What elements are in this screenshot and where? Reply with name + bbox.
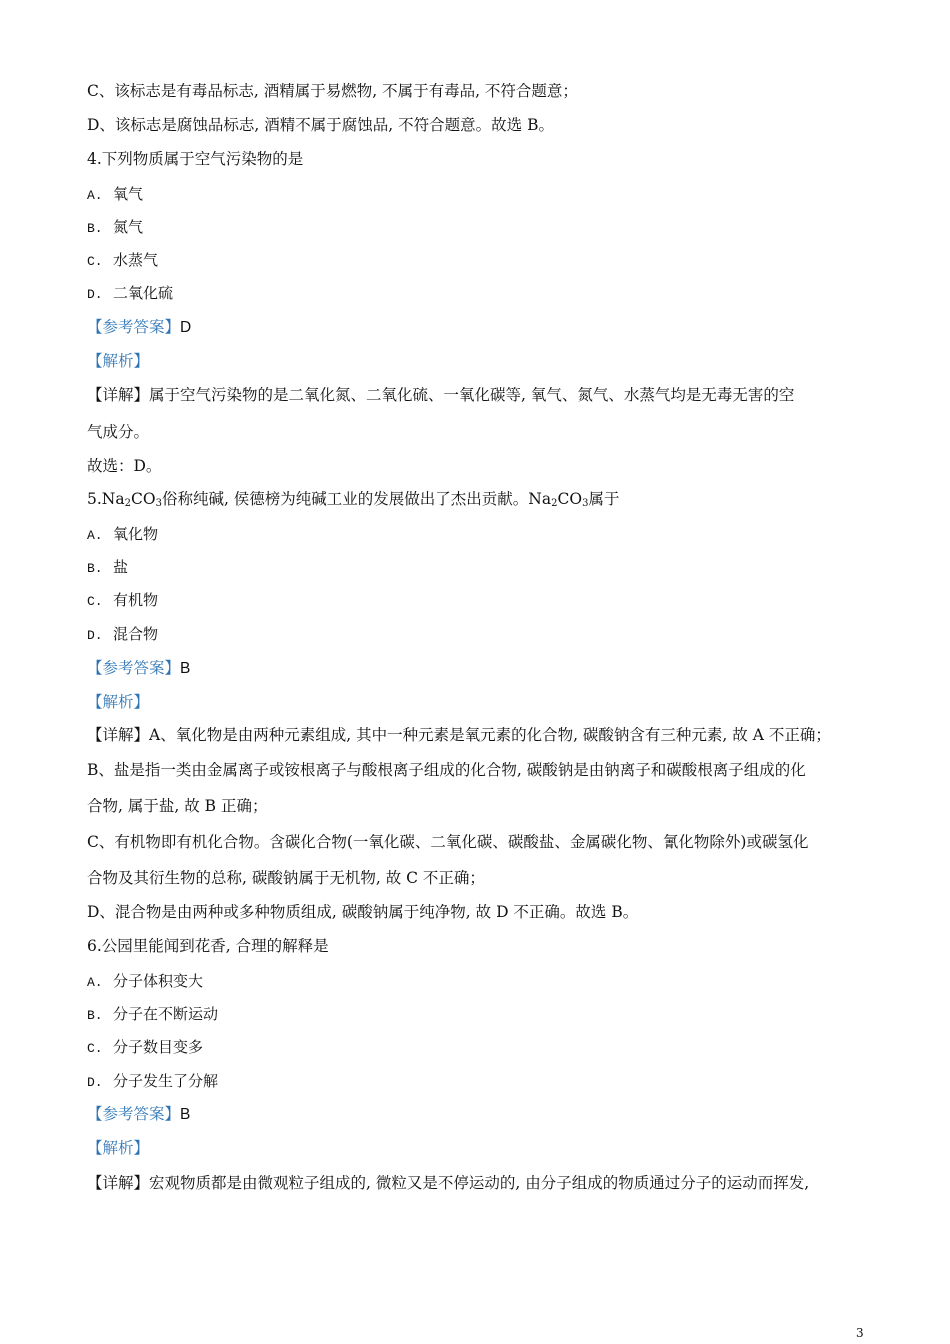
analysis-tag: 【解析】 xyxy=(87,693,150,711)
question-text: 俗称纯碱, 侯德榜为纯碱工业的发展做出了杰出贡献。 xyxy=(161,490,529,508)
option-b xyxy=(87,217,143,239)
option-text: 分子发生了分解 xyxy=(113,1072,219,1090)
option-text: 分子在不断运动 xyxy=(113,1005,219,1023)
question-text: 下列物质属于空气污染物的是 xyxy=(101,150,304,168)
option-c xyxy=(87,1037,203,1059)
detail-text: A、氧化物是由两种元素组成, 其中一种元素是氧元素的化合物, 碳酸钠含有三种元素, 故 A 不正确； xyxy=(149,726,831,744)
formula-subscript: 3 xyxy=(582,498,589,509)
option-text: 分子数目变多 xyxy=(113,1038,204,1056)
detail-tag: 【详解】 xyxy=(87,726,150,744)
option-c xyxy=(87,250,158,272)
formula-part: CO xyxy=(557,490,583,508)
formula-subscript: 2 xyxy=(124,498,131,509)
formula-subscript: 2 xyxy=(551,498,558,509)
option-d xyxy=(87,1071,218,1093)
question-4-stem xyxy=(87,149,303,169)
option-label: D. xyxy=(87,628,103,643)
detail-line xyxy=(87,385,794,405)
page-number: 3 xyxy=(856,1326,864,1340)
option-text: 二氧化硫 xyxy=(113,284,174,302)
answer-line xyxy=(87,658,190,679)
option-b xyxy=(87,557,128,579)
option-text: 分子体积变大 xyxy=(113,972,204,990)
option-b xyxy=(87,1004,218,1026)
formula-part: CO xyxy=(130,490,156,508)
option-text: 氮气 xyxy=(113,218,144,236)
formula-part: Na xyxy=(528,490,552,508)
answer-value: D xyxy=(180,319,192,336)
option-label: D. xyxy=(87,1075,103,1090)
question-number: 5. xyxy=(87,490,102,508)
question-number: 6. xyxy=(87,937,102,955)
option-text: 混合物 xyxy=(113,625,159,643)
option-c xyxy=(87,590,158,612)
detail-tag: 【详解】 xyxy=(87,1174,150,1192)
conclusion-line: 故选：D。 xyxy=(87,457,162,475)
detail-text: 宏观物质都是由微观粒子组成的, 微粒又是不停运动的, 由分子组成的物质通过分子的运动而挥发, xyxy=(149,1174,810,1192)
detail-line: 合物, 属于盐, 故 B 正确； xyxy=(87,797,268,815)
detail-line: B、盐是指一类由金属离子或铵根离子与酸根离子组成的化合物, 碳酸钠是由钠离子和碳酸根离子组成的化 xyxy=(87,761,806,779)
detail-line xyxy=(87,725,831,745)
text-line: C、该标志是有毒品标志, 酒精属于易燃物, 不属于有毒品, 不符合题意； xyxy=(87,82,578,100)
option-d xyxy=(87,624,158,646)
option-label: A. xyxy=(87,528,103,543)
option-text: 盐 xyxy=(113,558,129,576)
question-5-stem xyxy=(87,489,619,509)
option-label: B. xyxy=(87,221,103,236)
answer-tag: 【参考答案】 xyxy=(87,1105,181,1123)
option-a xyxy=(87,184,143,206)
question-text: 公园里能闻到花香, 合理的解释是 xyxy=(101,937,329,955)
detail-line: 合物及其衍生物的总称, 碳酸钠属于无机物, 故 C 不正确； xyxy=(87,869,485,887)
detail-text: 属于空气污染物的是二氧化氮、二氧化硫、一氧化碳等, 氧气、氮气、水蒸气均是无毒无害的空 xyxy=(149,386,795,404)
option-label: B. xyxy=(87,1008,103,1023)
option-label: C. xyxy=(87,594,103,609)
analysis-tag: 【解析】 xyxy=(87,352,150,370)
detail-line: C、有机物即有机化合物。含碳化合物(一氧化碳、二氧化碳、碳酸盐、金属碳化物、氰化物除外)或碳氢化 xyxy=(87,833,809,851)
detail-line xyxy=(87,1173,809,1193)
option-label: D. xyxy=(87,287,103,302)
question-text: 属于 xyxy=(588,490,620,508)
option-label: C. xyxy=(87,254,103,269)
answer-line xyxy=(87,1104,190,1125)
detail-line: 气成分。 xyxy=(87,423,150,441)
answer-tag: 【参考答案】 xyxy=(87,659,181,677)
analysis-tag: 【解析】 xyxy=(87,1139,150,1157)
formula-part: Na xyxy=(101,490,125,508)
answer-value: B xyxy=(180,1106,191,1123)
option-a xyxy=(87,524,158,546)
question-number: 4. xyxy=(87,150,102,168)
answer-line xyxy=(87,317,191,338)
option-label: B. xyxy=(87,561,103,576)
option-text: 有机物 xyxy=(113,591,159,609)
formula-na2co3 xyxy=(102,490,162,508)
question-6-stem xyxy=(87,936,329,956)
option-label: A. xyxy=(87,188,103,203)
option-text: 氧气 xyxy=(113,185,144,203)
formula-subscript: 3 xyxy=(155,498,162,509)
detail-line: D、混合物是由两种或多种物质组成, 碳酸钠属于纯净物, 故 D 不正确。故选 B。 xyxy=(87,903,639,921)
option-a xyxy=(87,971,203,993)
option-text: 氧化物 xyxy=(113,525,159,543)
option-d xyxy=(87,283,173,305)
text-line: D、该标志是腐蚀品标志, 酒精不属于腐蚀品, 不符合题意。故选 B。 xyxy=(87,116,554,134)
option-label: A. xyxy=(87,975,103,990)
detail-tag: 【详解】 xyxy=(87,386,150,404)
formula-na2co3 xyxy=(528,490,588,508)
answer-tag: 【参考答案】 xyxy=(87,318,181,336)
option-text: 水蒸气 xyxy=(113,251,159,269)
answer-value: B xyxy=(180,660,191,677)
option-label: C. xyxy=(87,1041,103,1056)
